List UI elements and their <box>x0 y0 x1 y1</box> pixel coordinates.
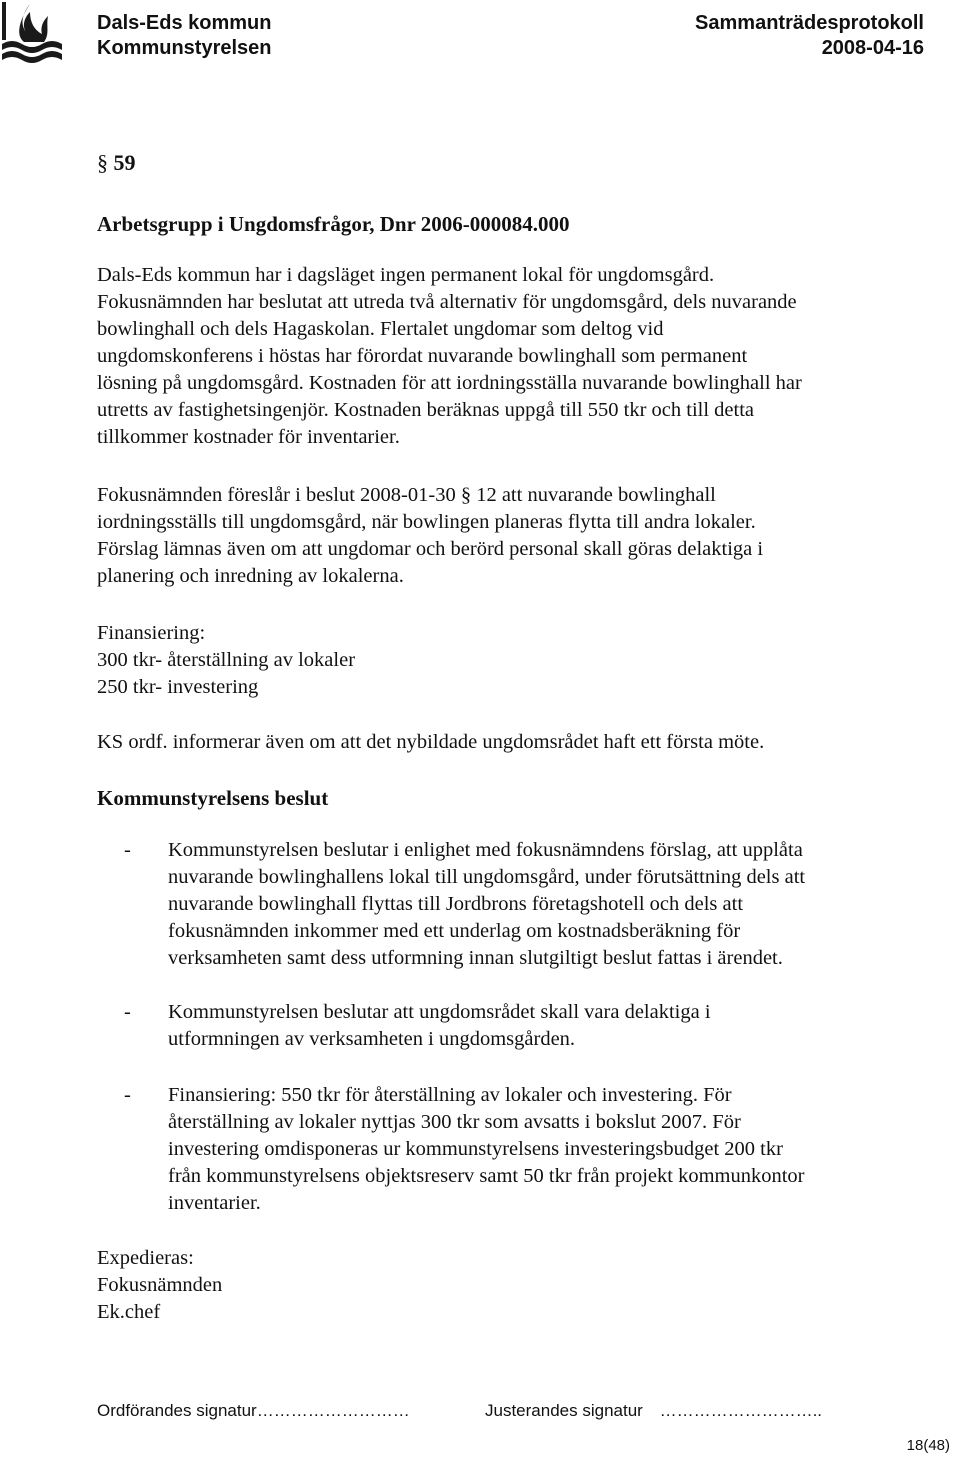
header-board: Kommunstyrelsen <box>97 37 272 59</box>
intro-line: bowlinghall och dels Hagaskolan. Flertalet ungdomar som deltog vid <box>97 318 664 340</box>
dispatch-label: Expedieras: <box>97 1247 194 1269</box>
decision-item-text <box>168 1082 805 1217</box>
ks-note: KS ordf. informerar även om att det nybildade ungdomsrådet haft ett första möte. <box>97 731 765 753</box>
section-number <box>97 148 136 178</box>
decision-line: verksamheten samt dess utformning innan slutgiltigt beslut fattas i ärendet. <box>168 947 783 969</box>
proposal-paragraph <box>97 482 937 590</box>
header-document-type: Sammanträdesprotokoll <box>695 12 924 34</box>
intro-line: lösning på ungdomsgård. Kostnaden för att iordningsställa nuvarande bowlinghall har <box>97 372 802 394</box>
section-title: Arbetsgrupp i Ungdomsfrågor, Dnr 2006-000084.000 <box>97 212 570 236</box>
adjuster-signature-dots: ……………………….. <box>659 1401 823 1420</box>
list-dash: - <box>124 1084 131 1106</box>
decision-line: fokusnämnden inkommer med ett underlag om kostnadsberäkning för <box>168 920 741 942</box>
header-date: 2008-04-16 <box>821 37 924 59</box>
chair-signature-line: Ordförandes signatur……………………… <box>97 1401 410 1420</box>
section-number-value: 59 <box>113 150 136 175</box>
section-symbol: § <box>97 150 108 175</box>
proposal-text-after: 12 att nuvarande bowlinghall <box>476 484 716 506</box>
decision-line: nuvarande bowlinghall flyttas till Jordbrons företagshotell och dels att <box>168 893 744 915</box>
financing-item: 300 tkr- återställning av lokaler <box>97 649 356 671</box>
header-municipality: Dals-Eds kommun <box>97 12 272 34</box>
intro-line: ungdomskonferens i höstas har förordat nuvarande bowlinghall som permanent <box>97 345 748 367</box>
decision-item-text <box>168 999 711 1053</box>
decision-item <box>124 1082 934 1222</box>
financing-label: Finansiering: <box>97 622 206 644</box>
decision-line: Kommunstyrelsen beslutar i enlighet med fokusnämndens förslag, att upplåta <box>168 839 803 861</box>
decision-line: investering omdisponeras ur kommunstyrelsens investeringsbudget 200 tkr <box>168 1138 783 1160</box>
intro-line: tillkommer kostnader för inventarier. <box>97 426 400 448</box>
page-number: 18(48) <box>906 1437 950 1454</box>
proposal-line: Förslag lämnas även om att ungdomar och berörd personal skall göras delaktiga i <box>97 538 764 560</box>
decision-line: inventarier. <box>168 1192 261 1214</box>
adjuster-signature-label: Justerandes signatur <box>485 1401 643 1420</box>
municipality-logo <box>0 0 68 68</box>
decision-line: från kommunstyrelsens objektsreserv samt 50 tkr från projekt kommunkontor <box>168 1165 805 1187</box>
intro-line: utretts av fastighetsingenjör. Kostnaden beräknas uppgå till 550 tkr och till detta <box>97 399 754 421</box>
financing-item: 250 tkr- investering <box>97 676 259 698</box>
intro-line: Fokusnämnden har beslutat att utreda två alternativ för ungdomsgård, dels nuvarande <box>97 291 797 313</box>
decision-line: nuvarande bowlinghallens lokal till ungdomsgård, under förutsättning dels att <box>168 866 806 888</box>
dispatch-recipient: Ek.chef <box>97 1301 161 1323</box>
adjuster-signature-line <box>485 1400 822 1422</box>
paragraph-symbol: § <box>460 484 472 506</box>
decision-heading: Kommunstyrelsens beslut <box>97 786 329 810</box>
financing-block <box>97 620 937 701</box>
dispatch-block <box>97 1245 497 1326</box>
list-dash: - <box>124 839 131 861</box>
intro-line: Dals-Eds kommun har i dagsläget ingen permanent lokal för ungdomsgård. <box>97 264 715 286</box>
decision-item <box>124 837 934 977</box>
intro-paragraph <box>97 262 937 451</box>
proposal-line: iordningsställs till ungdomsgård, när bowlingen planeras flytta till andra lokaler. <box>97 511 756 533</box>
decision-item <box>124 999 934 1055</box>
decision-line: utformningen av verksamheten i ungdomsgården. <box>168 1028 576 1050</box>
logo-flame-icon <box>19 4 48 42</box>
proposal-line <box>97 482 937 509</box>
decision-line: återställning av lokaler nyttjas 300 tkr som avsatts i bokslut 2007. För <box>168 1111 741 1133</box>
decision-item-text <box>168 837 805 972</box>
decision-line: Kommunstyrelsen beslutar att ungdomsrådet skall vara delaktiga i <box>168 1001 711 1023</box>
proposal-text-before: Fokusnämnden föreslår i beslut 2008-01-30 <box>97 484 456 506</box>
decision-line: Finansiering: 550 tkr för återställning av lokaler och investering. För <box>168 1084 732 1106</box>
dispatch-recipient: Fokusnämnden <box>97 1274 223 1296</box>
list-dash: - <box>124 1001 131 1023</box>
proposal-line: planering och inredning av lokalerna. <box>97 565 404 587</box>
